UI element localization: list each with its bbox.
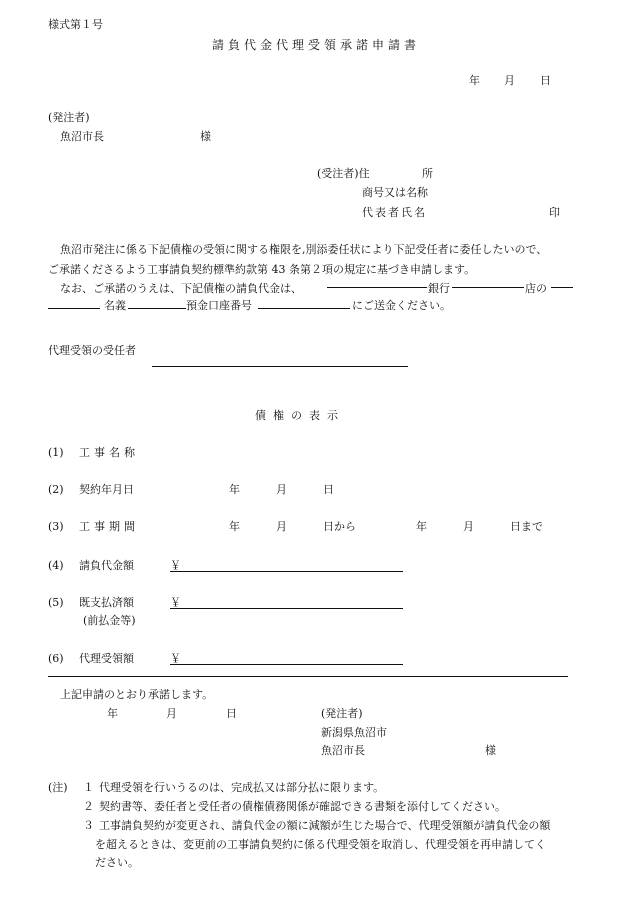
orderer-label: (発注者): [48, 111, 90, 124]
item-6-number: (6): [48, 652, 64, 665]
contractor-label: (受注者)住: [317, 167, 370, 180]
item-4-yen: ￥: [170, 559, 181, 572]
item-5-number: (5): [48, 596, 64, 609]
item-5-sublabel: (前払金等): [83, 614, 136, 627]
note-1-text: 代理受領を行いうるのは、完成払又は部分払に限ります。: [99, 781, 385, 794]
agent-name-blank: [152, 366, 408, 367]
account-number-label: 預金口座番号: [186, 299, 252, 312]
item-3-year-2: 年: [416, 520, 427, 533]
account-name-blank: [128, 308, 186, 309]
bank-name-blank: [327, 287, 427, 288]
note-3-text-line-3: ださい。: [95, 856, 139, 869]
note-3-text-line-1: 工事請負契約が変更され、請負代金の額に減額が生じた場合で、代理受領額が請負代金の額: [99, 819, 551, 832]
note-2-text: 契約書等、委任者と受任者の債権債務関係が確認できる書類を添付してください。: [99, 800, 506, 813]
item-4-amount-blank: [170, 571, 403, 572]
item-5-amount-blank: [170, 608, 403, 609]
document-title: 請負代金代理受領承諾申請書: [212, 38, 421, 52]
item-3-from: 日から: [323, 520, 356, 533]
contractor-address-tail: 所: [422, 167, 433, 180]
contractor-company: 商号又は名称: [362, 186, 428, 199]
body-paragraph-2-line-2: にご送金ください。: [352, 299, 451, 312]
account-type-blank-2: [48, 308, 100, 309]
item-6-yen: ￥: [170, 652, 181, 665]
account-type-blank: [551, 287, 573, 288]
section-divider: [48, 676, 568, 677]
item-5-yen: ￥: [170, 596, 181, 609]
date-year: 年: [469, 74, 480, 87]
item-4-label: 請負代金額: [79, 559, 134, 572]
item-3-number: (3): [48, 520, 64, 533]
approval-year: 年: [107, 707, 118, 720]
branch-name-blank: [452, 287, 524, 288]
account-number-blank: [258, 308, 350, 309]
approval-month: 月: [166, 707, 177, 720]
date-month: 月: [504, 74, 515, 87]
approval-statement: 上記申請のとおり承諾します。: [60, 688, 214, 701]
form-number: 様式第１号: [48, 18, 103, 31]
approval-day: 日: [226, 707, 237, 720]
item-3-label: 工事期間: [79, 520, 139, 533]
note-1-number: １: [83, 781, 94, 794]
section-title: 債権の表示: [255, 409, 345, 422]
approval-orderer-label: (発注者): [321, 707, 363, 720]
branch-label: 店の: [525, 282, 547, 295]
item-4-number: (4): [48, 559, 64, 572]
orderer-name: 魚沼市長: [60, 130, 104, 143]
seal-mark: 印: [549, 206, 560, 219]
item-1-number: (1): [48, 446, 64, 459]
contractor-representative: 代表者氏名: [362, 206, 427, 219]
body-paragraph-1-line-2: ご承諾くださるよう工事請負契約標準約款第 43 条第２項の規定に基づき申請します。: [48, 263, 476, 276]
item-2-number: (2): [48, 483, 64, 496]
item-3-month-2: 月: [463, 520, 474, 533]
item-1-label: 工事名称: [79, 446, 139, 459]
body-paragraph-2-line-1: なお、ご承諾のうえは、下記債権の請負代金は、: [60, 282, 302, 295]
approval-mayor: 魚沼市長: [321, 744, 365, 757]
note-3-text-line-2: を超えるときは、変更前の工事請負契約に係る代理受領を取消し、代理受領を再申請してく: [95, 838, 546, 851]
item-3-year: 年: [229, 520, 240, 533]
item-3-until: 日まで: [510, 520, 543, 533]
item-5-label: 既支払済額: [79, 596, 134, 609]
approval-honorific: 様: [485, 744, 496, 757]
item-2-month: 月: [276, 483, 287, 496]
item-3-month: 月: [276, 520, 287, 533]
item-6-amount-blank: [170, 664, 403, 665]
item-2-label: 契約年月日: [79, 483, 134, 496]
agent-label: 代理受領の受任者: [48, 344, 136, 357]
account-name-label: 名義: [104, 299, 126, 312]
item-2-day: 日: [323, 483, 334, 496]
bank-label: 銀行: [428, 282, 450, 295]
date-day: 日: [540, 74, 551, 87]
item-6-label: 代理受領額: [79, 652, 134, 665]
item-2-year: 年: [229, 483, 240, 496]
body-paragraph-1-line-1: 魚沼市発注に係る下記債権の受領に関する権限を,別添委任状により下記受任者に委任したいので、: [60, 243, 548, 256]
notes-label: (注): [48, 781, 68, 794]
note-3-number: ３: [83, 819, 94, 832]
approval-city: 新潟県魚沼市: [321, 726, 387, 739]
orderer-honorific: 様: [200, 130, 211, 143]
note-2-number: ２: [83, 800, 94, 813]
